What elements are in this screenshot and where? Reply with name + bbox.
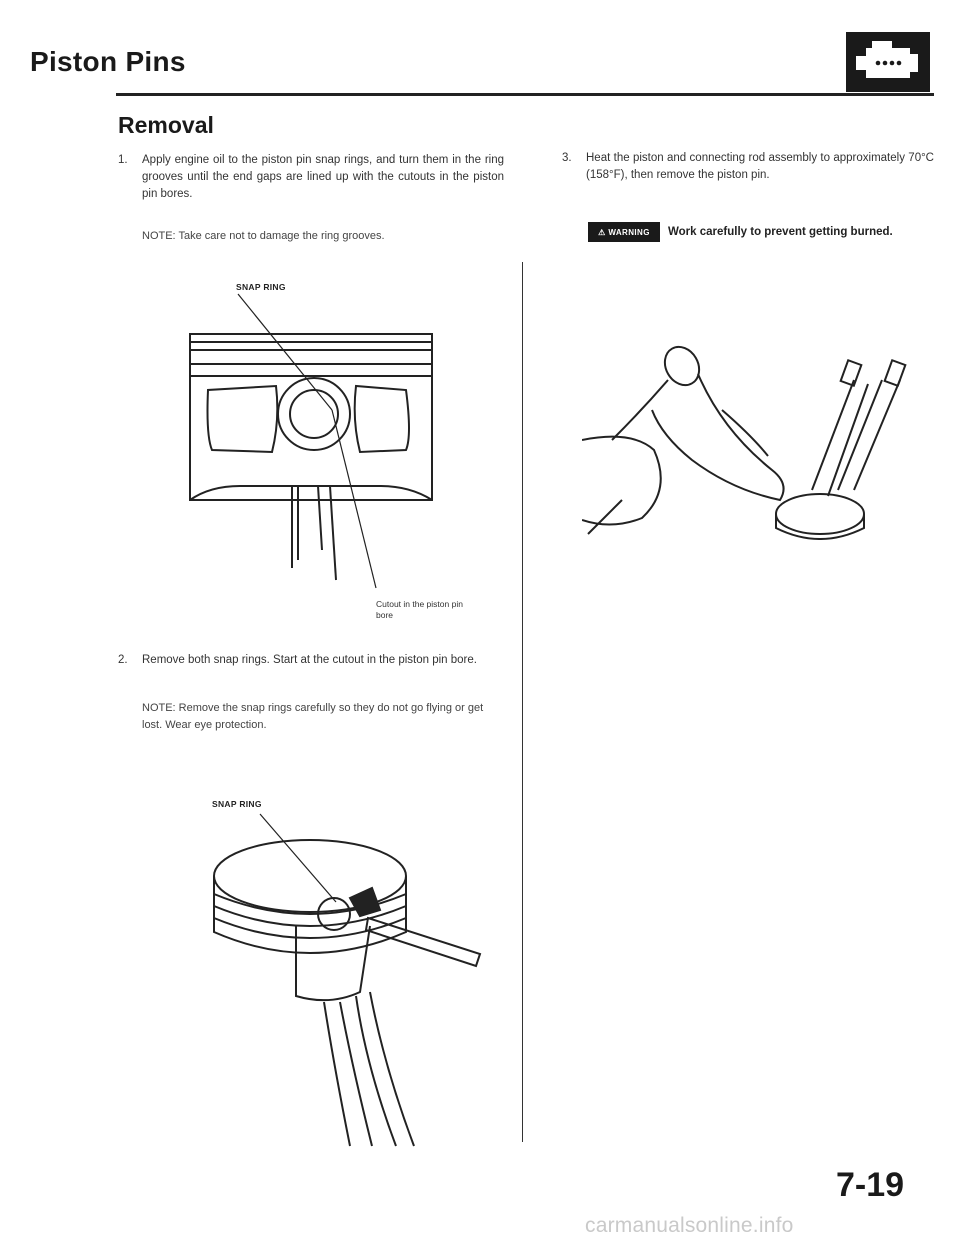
engine-icon [846, 32, 930, 92]
title-rule [116, 93, 934, 96]
column-divider [522, 262, 523, 1142]
step-1-note: NOTE: Take care not to damage the ring grooves. [142, 230, 385, 242]
step-1-number: 1. [118, 154, 128, 166]
step-2-text: Remove both snap rings. Start at the cutout in the piston pin bore. [142, 654, 477, 666]
piston-snap-ring-removal-diagram [200, 806, 490, 1156]
warning-text: Work carefully to prevent getting burned. [668, 226, 893, 238]
heating-piston-diagram [582, 340, 922, 540]
page-title: Piston Pins [30, 46, 186, 77]
cutout-callout: Cutout in the piston pin bore [376, 599, 463, 620]
warning-badge: ⚠ WARNING [588, 222, 660, 242]
step-2-note: NOTE: Remove the snap rings carefully so they do not go flying or get lost. Wear eye protection. [142, 702, 484, 731]
piston-front-diagram [180, 290, 440, 620]
step-1 [118, 152, 504, 208]
step-3 [562, 150, 934, 206]
step-3-text: Heat the piston and connecting rod assembly to approximately 70°C (158°F), then remove the piston pin. [586, 152, 934, 181]
snap-ring-callout-1: SNAP RING [236, 282, 286, 292]
step-1-text: Apply engine oil to the piston pin snap rings, and turn them in the ring grooves until the end gaps are lined up with the cutouts in the piston pin bores. [142, 154, 504, 200]
step-3-number: 3. [562, 152, 572, 164]
watermark: carmanualsonline.info [585, 1214, 794, 1237]
snap-ring-callout-2: SNAP RING [212, 799, 262, 809]
step-2 [118, 652, 504, 688]
page-number: 7-19 [836, 1166, 905, 1204]
step-2-number: 2. [118, 654, 128, 666]
section-heading: Removal [118, 112, 214, 138]
